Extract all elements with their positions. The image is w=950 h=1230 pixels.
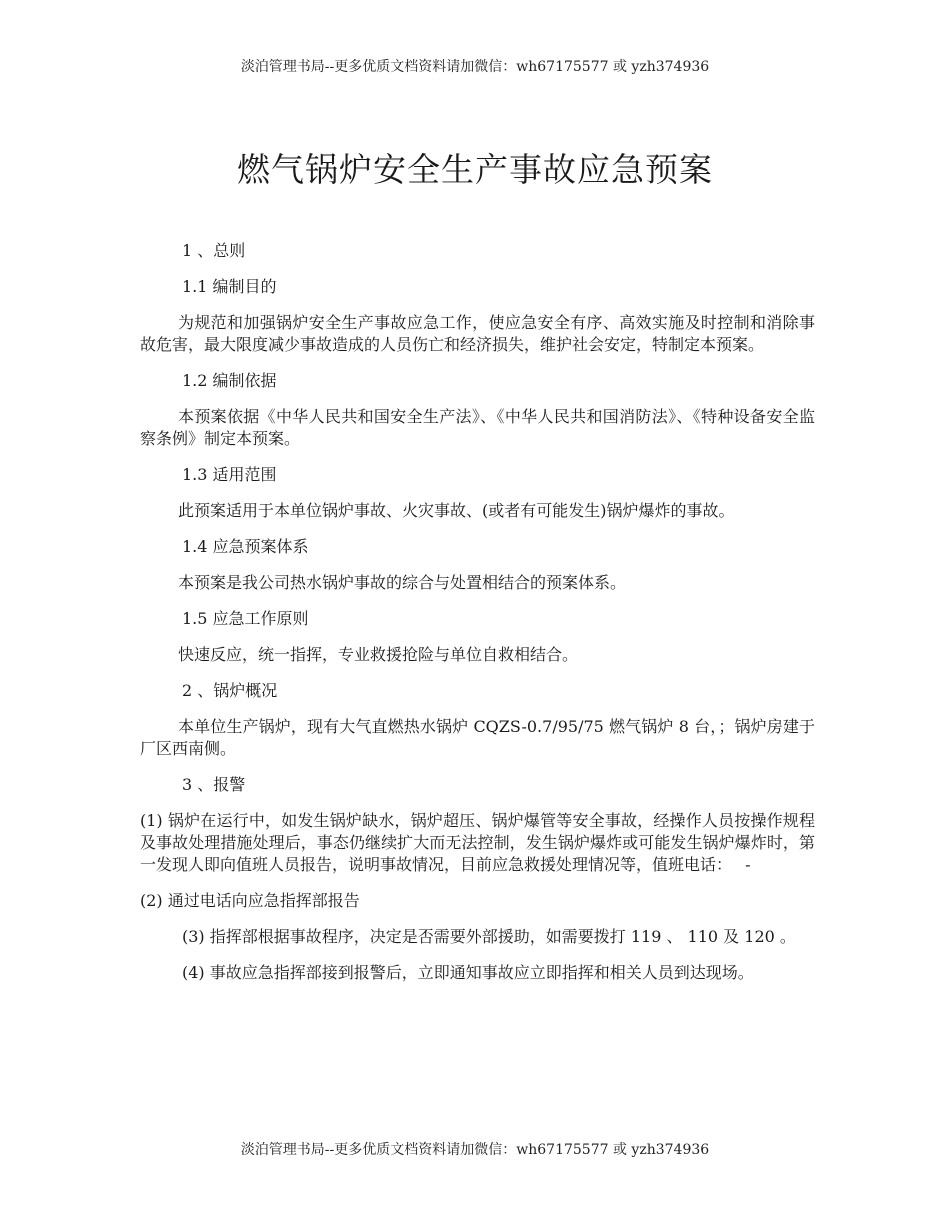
- section-heading-1-1: 1.1 编制目的: [182, 277, 277, 296]
- document-title: 燃气锅炉安全生产事故应急预案: [237, 150, 713, 189]
- section-heading-1-4: 1.4 应急预案体系: [182, 537, 309, 556]
- paragraph-3-1: (1) 锅炉在运行中，如发生锅炉缺水，锅炉超压、锅炉爆管等安全事故，经操作人员按操作规程及事故处理措施处理后，事态仍继续扩大而无法控制，发生锅炉爆炸或可能发生锅炉爆炸时，第一发现人即向值班人员报告，说明事故情况，目前应急救援处理情况等，值班电话： -: [140, 811, 815, 874]
- header-note: 淡泊管理书局--更多优质文档资料请加微信：wh67175577 或 yzh374936: [240, 59, 710, 75]
- paragraph-1-5: 快速反应，统一指挥，专业救援抢险与单位自救相结合。: [178, 645, 579, 664]
- section-heading-1-5: 1.5 应急工作原则: [182, 609, 309, 628]
- paragraph-3-4: (4) 事故应急指挥部接到报警后，立即通知事故应立即指挥和相关人员到达现场。: [182, 963, 754, 982]
- paragraph-2: 本单位生产锅炉，现有大气直燃热水锅炉 CQZS-0.7/95/75 燃气锅炉 8 台，；锅炉房建于厂区西南侧。: [140, 717, 815, 758]
- paragraph-3-3: (3) 指挥部根据事故程序，决定是否需要外部援助，如需要拨打 119 、 110 及 120 。: [182, 927, 796, 946]
- document-body: [140, 240, 815, 998]
- paragraph-1-3: 此预案适用于本单位锅炉事故、火灾事故、(或者有可能发生)锅炉爆炸的事故。: [178, 501, 735, 520]
- paragraph-1-2: 本预案依据《中华人民共和国安全生产法》、《中华人民共和国消防法》、《特种设备安全监察条例》制定本预案。: [140, 407, 815, 448]
- paragraph-1-1: 为规范和加强锅炉安全生产事故应急工作，使应急安全有序、高效实施及时控制和消除事故危害，最大限度减少事故造成的人员伤亡和经济损失，维护社会安定，特制定本预案。: [140, 313, 815, 354]
- section-heading-3: 3 、报警: [182, 775, 246, 794]
- section-heading-1-2: 1.2 编制依据: [182, 371, 277, 390]
- section-heading-1: 1 、总则: [182, 241, 246, 260]
- section-heading-1-3: 1.3 适用范围: [182, 465, 277, 484]
- paragraph-3-2: (2) 通过电话向应急指挥部报告: [140, 891, 360, 910]
- paragraph-1-4: 本预案是我公司热水锅炉事故的综合与处置相结合的预案体系。: [178, 573, 627, 592]
- section-heading-2: 2 、锅炉概况: [182, 681, 278, 700]
- footer-note: 淡泊管理书局--更多优质文档资料请加微信：wh67175577 或 yzh374936: [240, 1142, 710, 1158]
